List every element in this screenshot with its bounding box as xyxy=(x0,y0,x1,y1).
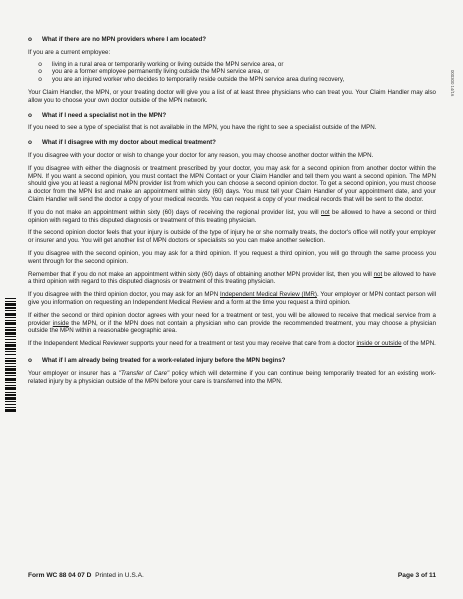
paragraph: If the Independent Medical Reviewer supports your need for a treatment or test you may receive that care from a doctor inside or outside of the MPN. xyxy=(28,340,436,348)
paragraph: Remember that if you do not make an appointment within sixty (60) days of obtaining another MPN provider list, then you will not be allowed to have a third opinion with regard to this disputed diagnosis or treatment of this treating physician. xyxy=(28,270,436,286)
document-body xyxy=(28,36,436,385)
paragraph: If either the second or third opinion doctor agrees with your need for a treatment or test, you will be allowed to receive that medical service from a provider inside the MPN, or if the MPN does not contain a physician who can provide the recommended treatment, you may choose a physician outside the MPN within a reasonable geographic area. xyxy=(28,311,437,335)
side-code: 000300 14/16 xyxy=(450,70,455,97)
paragraph: Your Claim Handler, the MPN, or your treating doctor will give you a list of at least three physicians who can treat you. Your Claim Handler may also allow you to choose your own doctor outside of the MPN network. xyxy=(28,88,436,104)
form-number: Form WC 88 04 07 D xyxy=(28,572,92,579)
barcode xyxy=(5,298,16,413)
paragraph: If you disagree with your doctor or wish to change your doctor for any reason, you may choose another doctor within the MPN. xyxy=(28,151,374,159)
page-footer xyxy=(28,572,436,579)
bullet: o xyxy=(28,36,32,43)
list-item: o you are an injured worker who decides to temporarily reside outside the MPN service area during recovery, xyxy=(38,76,345,84)
paragraph: If you need to see a type of specialist that is not available in the MPN, you have the right to see a specialist outside of the MPN. xyxy=(28,124,377,132)
paragraph: If you disagree with either the diagnosis or treatment prescribed by your doctor, you may ask for a second opinion from another doctor within the MPN. If you want a second opinion, you must contact the MPN Contact or your Claim Handler and tell them you want a second opinion. The MPN should give you at least a regional MPN provider list from which you can choose a second opinion doctor. To get a second opinion, you must choose a doctor from the MPN list and make an appointment within sixty (60) days. You must tell your Claim Handler of your appointment date, and your Claim Handler will send the doctor a copy of your medical records. You can request a copy of your medical records that will be sent to the doctor. xyxy=(28,164,436,203)
paragraph: If you are a current employee: xyxy=(28,48,111,56)
page-number: Page 3 of 11 xyxy=(397,572,436,579)
paragraph: If you do not make an appointment within sixty (60) days of receiving the regional provider list, you will not be allowed to have a second or third opinion with regard to this disputed diagnosis or treatment of this treating physician. xyxy=(28,208,437,224)
list-item: o living in a rural area or temporarily working or living outside the MPN service area, or xyxy=(38,60,284,68)
section-heading-specialist: o What if I need a specialist not in the MPN? xyxy=(28,111,167,119)
paragraph: If you disagree with the second opinion, you may ask for a third opinion. If you request a third opinion, you will go through the same process you went through for the second opinion. xyxy=(28,249,436,265)
bullet-list xyxy=(28,61,436,84)
section-heading-no-providers: o What if there are no MPN providers where I am located? xyxy=(28,36,207,43)
section-heading-disagree: o What if I disagree with my doctor about medical treatment? xyxy=(28,139,216,147)
section-heading-existing-treatment: o What if I am already being treated for a work-related injury before the MPN begins? xyxy=(28,356,286,364)
list-item: o you are a former employee permanently living outside the MPN service area, or xyxy=(38,68,270,76)
paragraph: If you disagree with the third opinion doctor, you may ask for an MPN Independent Medical Review (IMR). Your employer or MPN contact person will give you information on requesting an Independent Medical Review and a form at the time you request a third opinion. xyxy=(28,291,436,306)
paragraph: Your employer or insurer has a "Transfer of Care" policy which will determine if you can continue being temporarily treated for an existing work-related injury by a physician outside of the MPN before your care is transferred into the MPN. xyxy=(28,369,436,385)
printed-note: Printed in U.S.A. xyxy=(95,572,144,579)
paragraph: If the second opinion doctor feels that your injury is outside of the type of injury he or she normally treats, the doctor's office will notify your employer or insurer and you. You will get another list of MPN doctors or specialists so you can make another selection. xyxy=(28,229,436,245)
